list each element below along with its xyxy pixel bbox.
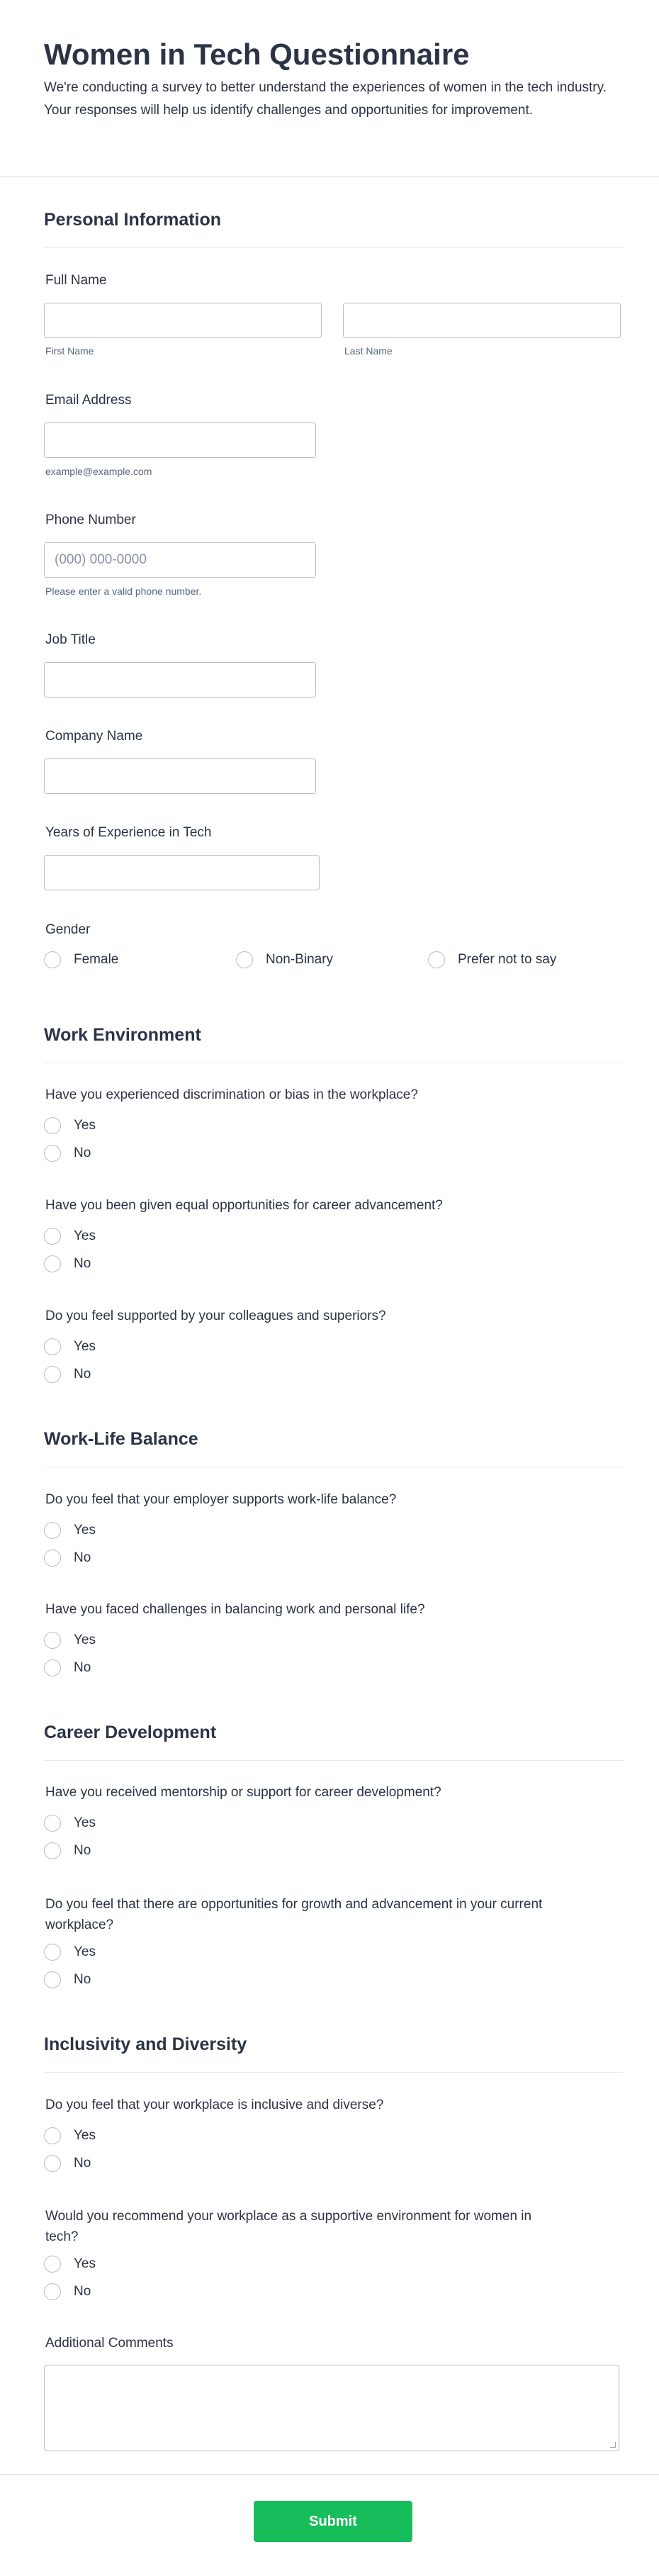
question-growth-line-1: Do you feel that there are opportunities for growth and advancement in your current (45, 1897, 543, 1912)
gender-label: Gender (45, 922, 91, 937)
company-label: Company Name (45, 729, 143, 744)
radio-circle[interactable] (44, 1659, 61, 1676)
phone-label: Phone Number (45, 513, 136, 527)
section-title-inclusivity: Inclusivity and Diversity (44, 2034, 624, 2073)
option-no[interactable]: No (44, 1255, 91, 1273)
radio-circle[interactable] (44, 1255, 61, 1272)
question-growth (45, 1894, 542, 1935)
question-employer-supports: Do you feel that your employer supports work-life balance? (45, 1492, 397, 1507)
radio-circle[interactable] (44, 2283, 61, 2300)
option-no[interactable]: No (44, 1659, 91, 1677)
section-title-work-environment: Work Environment (44, 1025, 624, 1063)
option-yes[interactable]: Yes (44, 2255, 96, 2273)
radio-circle[interactable] (44, 2155, 61, 2172)
section-title-work-life-balance: Work-Life Balance (44, 1429, 624, 1467)
email-label: Email Address (45, 393, 132, 408)
company-input[interactable] (44, 758, 316, 794)
question-recommend-line-1: Would you recommend your workplace as a supportive environment for women in (45, 2209, 532, 2224)
question-recommend-line-2: tech? (45, 2229, 79, 2244)
section-title-career-development: Career Development (44, 1723, 624, 1761)
radio-circle[interactable] (44, 1842, 61, 1859)
option-yes[interactable]: Yes (44, 1338, 96, 1356)
experience-input[interactable] (44, 855, 320, 890)
first-name-sublabel: First Name (45, 345, 94, 357)
question-discrimination: Have you experienced discrimination or bias in the workplace? (45, 1087, 418, 1102)
option-yes[interactable]: Yes (44, 1943, 96, 1961)
option-no[interactable]: No (44, 2154, 91, 2173)
option-yes[interactable]: Yes (44, 2127, 96, 2145)
comments-textarea[interactable] (44, 2365, 619, 2451)
radio-circle[interactable] (44, 2256, 61, 2273)
option-no[interactable]: No (44, 1842, 91, 1860)
submit-button[interactable]: Submit (254, 2501, 412, 2542)
form-title: Women in Tech Questionnaire (44, 38, 470, 71)
radio-circle[interactable] (428, 951, 445, 968)
radio-circle[interactable] (44, 1971, 61, 1988)
experience-label: Years of Experience in Tech (45, 825, 212, 840)
radio-circle[interactable] (44, 1522, 61, 1539)
option-yes[interactable]: Yes (44, 1227, 96, 1245)
email-sublabel: example@example.com (45, 466, 152, 477)
radio-circle[interactable] (44, 1228, 61, 1245)
option-yes[interactable]: Yes (44, 1116, 96, 1135)
radio-circle[interactable] (44, 1550, 61, 1567)
radio-circle[interactable] (44, 1632, 61, 1649)
section-title-personal: Personal Information (44, 210, 624, 248)
gender-option-prefer-not[interactable]: Prefer not to say (428, 951, 556, 969)
form-header (0, 0, 659, 177)
option-yes[interactable]: Yes (44, 1814, 96, 1832)
question-supported: Do you feel supported by your colleagues and superiors? (45, 1309, 386, 1323)
question-balance-challenges: Have you faced challenges in balancing work and personal life? (45, 1602, 425, 1617)
gender-option-female[interactable]: Female (44, 951, 118, 969)
option-no[interactable]: No (44, 1365, 91, 1384)
question-growth-line-2: workplace? (45, 1917, 114, 1932)
radio-circle[interactable] (44, 1815, 61, 1832)
full-name-label: Full Name (45, 273, 107, 288)
radio-circle[interactable] (44, 1117, 61, 1134)
form-description: We're conducting a survey to better understand the experiences of women in the tech industry. Your responses will help us identify challenges and opportunities for improvement. (44, 80, 607, 118)
phone-input[interactable]: (000) 000-0000 (44, 542, 316, 578)
phone-sublabel: Please enter a valid phone number. (45, 586, 202, 597)
question-mentorship: Have you received mentorship or support for career development? (45, 1785, 441, 1800)
option-yes[interactable]: Yes (44, 1631, 96, 1650)
gender-option-non-binary[interactable]: Non-Binary (236, 951, 333, 969)
radio-circle[interactable] (44, 2127, 61, 2144)
last-name-sublabel: Last Name (344, 345, 393, 357)
radio-circle[interactable] (44, 1366, 61, 1383)
option-no[interactable]: No (44, 1549, 91, 1567)
question-inclusive: Do you feel that your workplace is inclusive and diverse? (45, 2098, 384, 2112)
first-name-input[interactable] (44, 303, 322, 338)
footer-divider (0, 2474, 659, 2475)
question-recommend (45, 2206, 531, 2247)
radio-circle[interactable] (44, 1145, 61, 1162)
radio-circle[interactable] (44, 951, 61, 968)
email-input[interactable] (44, 422, 316, 458)
radio-circle[interactable] (236, 951, 253, 968)
option-no[interactable]: No (44, 1971, 91, 1989)
job-title-label: Job Title (45, 632, 96, 647)
option-no[interactable]: No (44, 2283, 91, 2301)
radio-circle[interactable] (44, 1944, 61, 1961)
job-title-input[interactable] (44, 662, 316, 698)
last-name-input[interactable] (343, 303, 621, 338)
option-yes[interactable]: Yes (44, 1521, 96, 1540)
option-no[interactable]: No (44, 1144, 91, 1163)
comments-label: Additional Comments (45, 2336, 174, 2351)
resize-handle-icon[interactable] (610, 2442, 616, 2448)
question-equal-opportunities: Have you been given equal opportunities for career advancement? (45, 1198, 443, 1213)
radio-circle[interactable] (44, 1338, 61, 1355)
